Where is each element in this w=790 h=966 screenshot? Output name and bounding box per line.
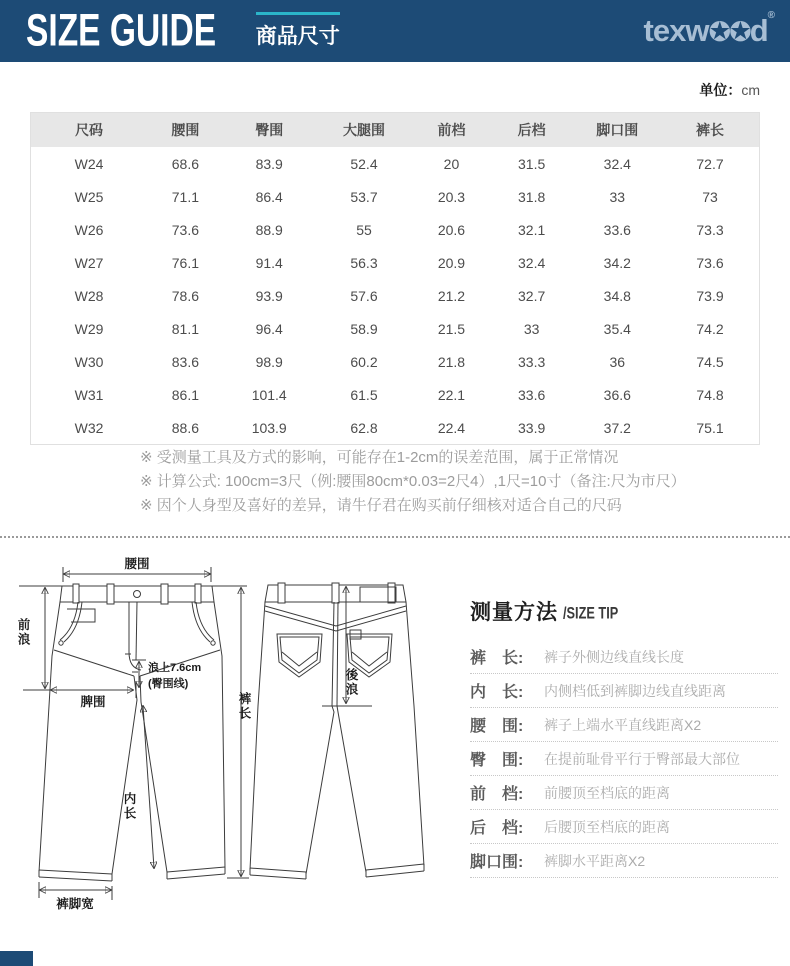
table-cell: 36.6 [574,378,661,411]
star-icon: ✪ [729,17,750,47]
table-cell: 21.2 [413,279,490,312]
table-cell: 35.4 [574,312,661,345]
title-group [26,7,340,56]
size-tip-desc: 裤脚水平距离X2 [544,852,646,869]
table-cell: 58.9 [315,312,413,345]
table-cell: 96.4 [224,312,315,345]
rise-up-label: 浪上7.6cm [148,662,202,674]
table-cell: 73.9 [661,279,759,312]
leg-width-label: 裤脚宽 [56,897,94,911]
table-cell: 73.6 [147,213,224,246]
size-tip-desc: 内侧档低到裤脚边线直线距离 [544,682,726,699]
size-tip-panel [470,596,778,878]
jeans-front-diagram [15,556,255,946]
table-cell: 53.7 [315,180,413,213]
table-cell: W27 [31,246,148,279]
table-cell: 37.2 [574,411,661,445]
unit-value: cm [741,82,760,98]
table-cell: 98.9 [224,345,315,378]
table-cell: 74.2 [661,312,759,345]
size-tip-item [470,640,778,674]
table-cell: 32.7 [490,279,574,312]
note-line: ※ 受测量工具及方式的影响，可能存在1-2cm的误差范围，属于正常情况 [140,449,619,466]
note-line: ※ 因个人身型及喜好的差异，请牛仔君在购买前仔细核对适合自己的尺码 [140,497,622,514]
logo-text: texw [643,13,709,48]
table-cell: 71.1 [147,180,224,213]
table-cell: 33 [574,180,661,213]
size-column-header: 腰围 [147,113,224,148]
size-table [30,112,760,445]
size-tip-label: 脚口围: [470,854,524,871]
size-tip-title [470,596,778,626]
logo-text: d [749,13,768,48]
table-cell: 31.5 [490,147,574,180]
table-cell: 21.5 [413,312,490,345]
table-cell: 56.3 [315,246,413,279]
table-cell: 60.2 [315,345,413,378]
size-tip-item [470,674,778,708]
table-cell: 22.4 [413,411,490,445]
table-cell: W26 [31,213,148,246]
size-tip-label: 臀 围: [470,752,524,769]
table-cell: 103.9 [224,411,315,445]
table-row [31,411,760,445]
note-line: ※ 计算公式: 100cm=3尺（例:腰围80cm*0.03=2尺4）,1尺=10寸（备注:尺为市尺） [140,473,686,490]
texwood-logo [643,9,774,49]
size-tip-item [470,708,778,742]
table-cell: 73.6 [661,246,759,279]
pant-length-label: 裤长 [237,692,251,721]
table-cell: 74.5 [661,345,759,378]
table-row [31,213,760,246]
size-tip-item [470,776,778,810]
table-cell: 83.9 [224,147,315,180]
table-cell: W24 [31,147,148,180]
table-row [31,279,760,312]
table-cell: 57.6 [315,279,413,312]
table-cell: 52.4 [315,147,413,180]
size-column-header: 脚口围 [574,113,661,148]
table-cell: 20.6 [413,213,490,246]
size-column-header: 后档 [490,113,574,148]
table-cell: 33.3 [490,345,574,378]
footer-corner-mark [0,951,33,966]
table-cell: 33.6 [574,213,661,246]
page-header [0,0,790,62]
table-cell: 32.4 [574,147,661,180]
table-cell: W30 [31,345,148,378]
table-cell: 62.8 [315,411,413,445]
size-tip-desc: 裤子外侧边线直线长度 [544,648,684,665]
table-cell: 68.6 [147,147,224,180]
hip-line-label: (臀围线) [148,678,189,690]
table-cell: 91.4 [224,246,315,279]
size-tip-label: 前 档: [470,786,524,803]
page-subtitle: 商品尺寸 [256,12,340,50]
table-cell: 93.9 [224,279,315,312]
table-cell: 32.4 [490,246,574,279]
table-cell: 33.9 [490,411,574,445]
jeans-back-diagram [240,556,440,946]
unit-note [699,80,760,100]
table-cell: 86.1 [147,378,224,411]
table-cell: W32 [31,411,148,445]
size-tip-desc: 在提前耻骨平行于臀部最大部位 [544,750,740,767]
size-tip-label: 内 长: [470,684,524,701]
size-column-header: 裤长 [661,113,759,148]
table-cell: 74.8 [661,378,759,411]
size-tip-title-cn: 测量方法 [470,601,558,624]
table-cell: 76.1 [147,246,224,279]
size-tip-item [470,844,778,878]
table-row [31,180,760,213]
table-cell: 32.1 [490,213,574,246]
table-cell: 75.1 [661,411,759,445]
table-cell: 20.3 [413,180,490,213]
table-cell: 20.9 [413,246,490,279]
size-table-header-row [31,113,760,148]
table-cell: 73 [661,180,759,213]
table-cell: 22.1 [413,378,490,411]
size-column-header: 尺码 [31,113,148,148]
table-cell: 36 [574,345,661,378]
table-row [31,345,760,378]
size-tip-label: 后 档: [470,820,524,837]
table-cell: 83.6 [147,345,224,378]
table-cell: W31 [31,378,148,411]
table-cell: 86.4 [224,180,315,213]
size-tip-title-en: /SIZE TIP [563,604,619,623]
front-rise-label: 前浪 [16,618,30,647]
size-column-header: 臀围 [224,113,315,148]
dotted-divider [0,536,790,538]
star-icon: ✪ [708,17,730,47]
registered-mark: ® [767,9,774,21]
table-cell: 73.3 [661,213,759,246]
table-cell: 20 [413,147,490,180]
table-cell: 31.8 [490,180,574,213]
table-cell: W28 [31,279,148,312]
front-waist-label: 腰围 [124,557,150,571]
table-cell: 88.9 [224,213,315,246]
table-cell: 101.4 [224,378,315,411]
page-title: SIZE GUIDE [26,5,217,56]
back-rise-label: 後浪 [344,668,358,697]
size-tip-label: 腰 围: [470,718,524,735]
table-cell: 78.6 [147,279,224,312]
table-cell: 61.5 [315,378,413,411]
size-tip-desc: 裤子上端水平直线距离X2 [544,716,702,733]
table-row [31,147,760,180]
table-row [31,246,760,279]
thigh-label: 脾围 [80,695,106,709]
notes [140,446,686,518]
size-tip-list [470,640,778,878]
inseam-label: 内长 [122,792,136,821]
unit-label: 单位： [699,82,742,98]
size-tip-item [470,742,778,776]
size-column-header: 大腿围 [315,113,413,148]
table-cell: 21.8 [413,345,490,378]
table-cell: 88.6 [147,411,224,445]
size-tip-desc: 后腰顶至档底的距离 [544,818,670,835]
size-tip-desc: 前腰顶至档底的距离 [544,784,670,801]
table-row [31,312,760,345]
size-tip-label: 裤 长: [470,650,524,667]
table-cell: 55 [315,213,413,246]
table-cell: 72.7 [661,147,759,180]
size-column-header: 前档 [413,113,490,148]
table-cell: W29 [31,312,148,345]
table-cell: 33 [490,312,574,345]
table-cell: 81.1 [147,312,224,345]
table-cell: 33.6 [490,378,574,411]
table-row [31,378,760,411]
table-cell: W25 [31,180,148,213]
table-cell: 34.8 [574,279,661,312]
size-tip-item [470,810,778,844]
table-cell: 34.2 [574,246,661,279]
